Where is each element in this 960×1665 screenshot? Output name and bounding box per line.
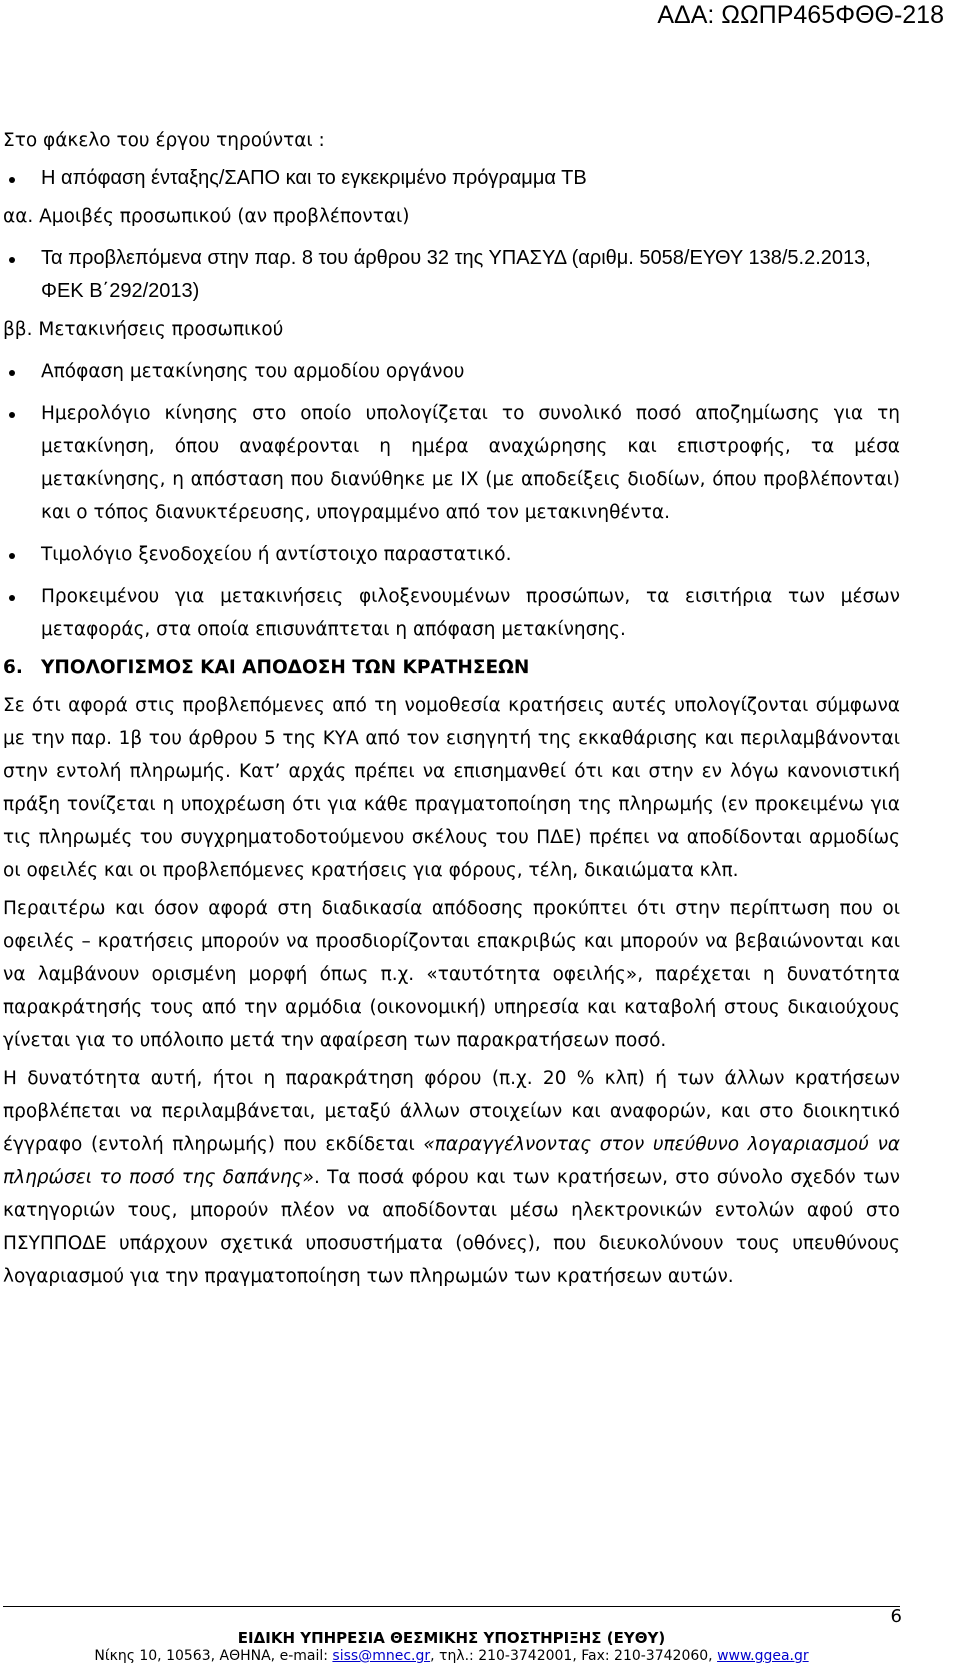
bullet-item: Προκειμένου για μετακινήσεις φιλοξενουμένων προσώπων, τα εισιτήρια των μέσων μεταφοράς, στα οποία επισυνάπτεται η απόφαση μετακίνησης.	[3, 580, 900, 646]
footer-organization: ΕΙΔΙΚΗ ΥΠΗΡΕΣΙΑ ΘΕΣΜΙΚΗΣ ΥΠΟΣΤΗΡΙΞΗΣ (ΕΥΘΥ)	[237, 1629, 666, 1647]
bullet-item: Η απόφαση ένταξης/ΣΑΠΟ και το εγκεκριμένο πρόγραμμα ΤΒ	[3, 162, 900, 195]
bullet-item: Ημερολόγιο κίνησης στο οποίο υπολογίζεται το συνολικό ποσό αποζημίωσης για τη μετακίνηση, όπου αναφέρονται η ημέρα αναχώρησης και επιστροφής, τα μέσα μετακίνησης, η απόσταση που διανύθηκε με ΙΧ (με αποδείξεις διοδίων, όπου προβλέπονται) και ο τόπος διανυκτέρευσης, υπογραμμένο από τον μετακινηθέντα.	[3, 397, 900, 529]
paragraph-text: Η δυνατότητα αυτή, ήτοι η παρακράτηση φόρου (π.χ. 20 % κλπ) ή των άλλων κρατήσεων προβλέπεται να περιλαμβάνεται, μεταξύ άλλων στοιχείων και αναφορών, και στο διοικητικό έγγραφο (εντολή πληρωμής) που εκδίδεται	[3, 1068, 900, 1155]
paragraph-text: . Τα ποσά φόρου και των κρατήσεων, στο σύνολο σχεδόν των κατηγοριών τους, μπορούν πλέον να αποδίδονται μέσω ηλεκτρονικών εντολών αφού στο ΠΣΥΠΠΟΔΕ υπάρχουν σχετικά υποσυστήματα (οθόνες), που διευκολύνουν τους υπευθύνους λογαριασμού για την πραγματοποίηση των πληρωμών των κρατήσεων αυτών.	[3, 1167, 900, 1287]
bullet-item: Τα προβλεπόμενα στην παρ. 8 του άρθρου 32 της ΥΠΑΣΥΔ (αριθμ. 5058/ΕΥΘΥ 138/5.2.2013, ΦΕΚ Β΄292/2013)	[3, 242, 900, 308]
heading-text: ΥΠΟΛΟΓΙΣΜΟΣ ΚΑΙ ΑΠΟΔΟΣΗ ΤΩΝ ΚΡΑΤΗΣΕΩΝ	[41, 657, 530, 678]
paragraph-quote: «παραγγέλνοντας στον υπεύθυνο λογαριασμού να πληρώσει το ποσό της δαπάνης»	[3, 1134, 900, 1188]
email-link[interactable]: siss@mnec.gr	[332, 1648, 431, 1664]
bullet-item: Απόφαση μετακίνησης του αρμοδίου οργάνου	[3, 355, 900, 388]
section-aa: αα. Αμοιβές προσωπικού (αν προβλέπονται)	[3, 206, 410, 227]
paragraph: Σε ότι αφορά στις προβλεπόμενες από τη νομοθεσία κρατήσεις αυτές υπολογίζονται σύμφωνα με την παρ. 1β του άρθρου 5 της ΚΥΑ από τον εισηγητή της εκκαθάρισης και περιλαμβάνονται στην εντολή πληρωμής. Κατ’ αρχάς πρέπει να επισημανθεί ότι και στην εν λόγω κανονιστική πράξη τονίζεται η υποχρέωση ότι για κάθε πραγματοποίηση της πληρωμής (εν προκειμένω για τις πληρωμές του συγχρηματοδοτούμενου σκέλους του ΠΔΕ) πρέπει να αποδίδονται αρμοδίως οι οφειλές και οι προβλεπόμενες κρατήσεις για φόρους, τέλη, δικαιώματα κλπ.	[3, 695, 900, 881]
section-heading	[3, 651, 900, 684]
folder-intro: Στο φάκελο του έργου τηρούνται :	[3, 130, 325, 151]
page-number: 6	[890, 1606, 902, 1627]
document-body	[3, 124, 900, 1293]
footer-address: Νίκης 10, 10563, ΑΘΗΝΑ, e-mail:	[94, 1648, 333, 1664]
footer-contact	[3, 1647, 900, 1665]
bullet-item: Τιμολόγιο ξενοδοχείου ή αντίστοιχο παραστατικό.	[3, 538, 900, 571]
footer-divider	[3, 1606, 900, 1607]
ada-code: ΑΔΑ: ΩΩΠΡ465ΦΘΘ-218	[657, 1, 944, 29]
website-link[interactable]: www.ggea.gr	[717, 1648, 809, 1664]
paragraph: Περαιτέρω και όσον αφορά στη διαδικασία απόδοσης προκύπτει ότι στην περίπτωση που οι οφειλές – κρατήσεις μπορούν να προσδιορίζονται επακριβώς και μπορούν να βεβαιώνονται και να λαμβάνουν ορισμένη μορφή όπως π.χ. «ταυτότητα οφειλής», παρέχεται η δυνατότητα παρακράτησής τους από την αρμόδια (οικονομική) υπηρεσία και καταβολή στους δικαιούχους γίνεται για το υπόλοιπο μετά την αφαίρεση των παρακρατήσεων ποσό.	[3, 898, 900, 1051]
paragraph	[3, 1062, 900, 1293]
heading-number: 6.	[3, 657, 23, 678]
section-bb: ββ. Μετακινήσεις προσωπικού	[3, 319, 284, 340]
footer-phone: , τηλ.: 210-3742001, Fax: 210-3742060,	[430, 1648, 718, 1664]
